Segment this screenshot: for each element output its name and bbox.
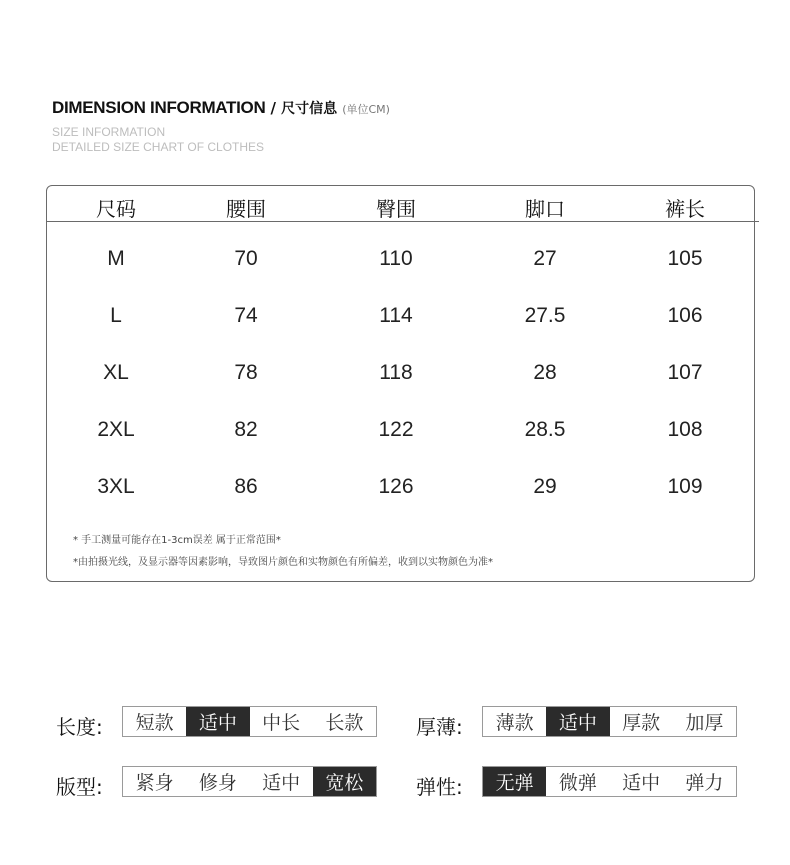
cell-waist: 86 [234, 475, 258, 498]
title-separator: / [270, 99, 277, 117]
header-size: 尺码 [96, 197, 136, 221]
table-row [47, 475, 754, 505]
elasticity-option[interactable]: 弹力 [685, 772, 724, 794]
cell-waist: 70 [234, 247, 258, 270]
cell-hip: 118 [379, 361, 413, 384]
cell-pant-length: 106 [667, 304, 703, 327]
thickness-option[interactable]: 适中 [546, 707, 609, 736]
thickness-options [482, 706, 737, 737]
cell-hip: 110 [379, 247, 413, 270]
fit-label: 版型: [56, 775, 103, 799]
thickness-option[interactable]: 薄款 [495, 712, 534, 734]
cell-size: XL [103, 361, 129, 384]
cell-size: 3XL [97, 475, 135, 498]
thickness-option[interactable]: 厚款 [622, 712, 661, 734]
length-label: 长度: [56, 715, 103, 739]
elasticity-option[interactable]: 适中 [622, 772, 661, 794]
fit-option[interactable]: 紧身 [135, 772, 174, 794]
length-option[interactable]: 短款 [135, 712, 174, 734]
length-options [122, 706, 377, 737]
elasticity-option[interactable]: 无弹 [483, 767, 546, 796]
table-header-row [47, 186, 754, 222]
cell-hip: 114 [379, 304, 413, 327]
fit-option[interactable]: 修身 [198, 772, 237, 794]
measurement-note: * 手工测量可能存在1-3cm误差 属于正常范围* [73, 535, 281, 546]
cell-waist: 78 [234, 361, 258, 384]
cell-leg-opening: 29 [533, 475, 557, 498]
table-row [47, 418, 754, 448]
fit-options [122, 766, 377, 797]
cell-pant-length: 105 [667, 247, 703, 270]
title-line [52, 98, 390, 118]
title-chinese: 尺寸信息 [281, 101, 338, 117]
cell-leg-opening: 28.5 [524, 418, 566, 441]
table-row [47, 247, 754, 277]
cell-pant-length: 108 [667, 418, 703, 441]
cell-leg-opening: 27 [533, 247, 557, 270]
elasticity-option[interactable]: 微弹 [558, 772, 597, 794]
header-waist: 腰围 [226, 197, 266, 221]
cell-size: M [107, 247, 125, 270]
length-option[interactable]: 长款 [325, 712, 364, 734]
cell-pant-length: 109 [667, 475, 703, 498]
length-option[interactable]: 中长 [262, 712, 301, 734]
cell-waist: 82 [234, 418, 258, 441]
subtitle-line-2: DETAILED SIZE CHART OF CLOTHES [52, 140, 265, 154]
header-leg-opening: 脚口 [525, 197, 565, 221]
cell-size: L [110, 304, 122, 327]
length-option[interactable]: 适中 [186, 707, 249, 736]
subtitle-line-1: SIZE INFORMATION [52, 125, 166, 139]
header-pant-length: 裤长 [665, 197, 705, 221]
fit-option[interactable]: 适中 [262, 772, 301, 794]
title-block [52, 98, 390, 155]
title-unit: (单位CM) [342, 103, 390, 116]
title-english: DIMENSION INFORMATION [52, 98, 266, 117]
cell-leg-opening: 27.5 [524, 304, 566, 327]
elasticity-options [482, 766, 737, 797]
table-row [47, 304, 754, 334]
elasticity-label: 弹性: [416, 775, 463, 799]
fit-option[interactable]: 宽松 [313, 767, 376, 796]
cell-waist: 74 [234, 304, 258, 327]
header-hip: 臀围 [376, 197, 416, 221]
size-table [46, 185, 755, 582]
cell-leg-opening: 28 [533, 361, 557, 384]
cell-hip: 126 [378, 475, 414, 498]
cell-pant-length: 107 [667, 361, 703, 384]
thickness-option[interactable]: 加厚 [685, 712, 724, 734]
cell-size: 2XL [97, 418, 135, 441]
thickness-label: 厚薄: [416, 715, 463, 739]
cell-hip: 122 [378, 418, 414, 441]
color-note: *由拍摄光线，及显示器等因素影响，导致图片颜色和实物颜色有所偏差，收到以实物颜色为准* [73, 557, 493, 568]
table-row [47, 361, 754, 391]
header-divider [47, 221, 759, 222]
